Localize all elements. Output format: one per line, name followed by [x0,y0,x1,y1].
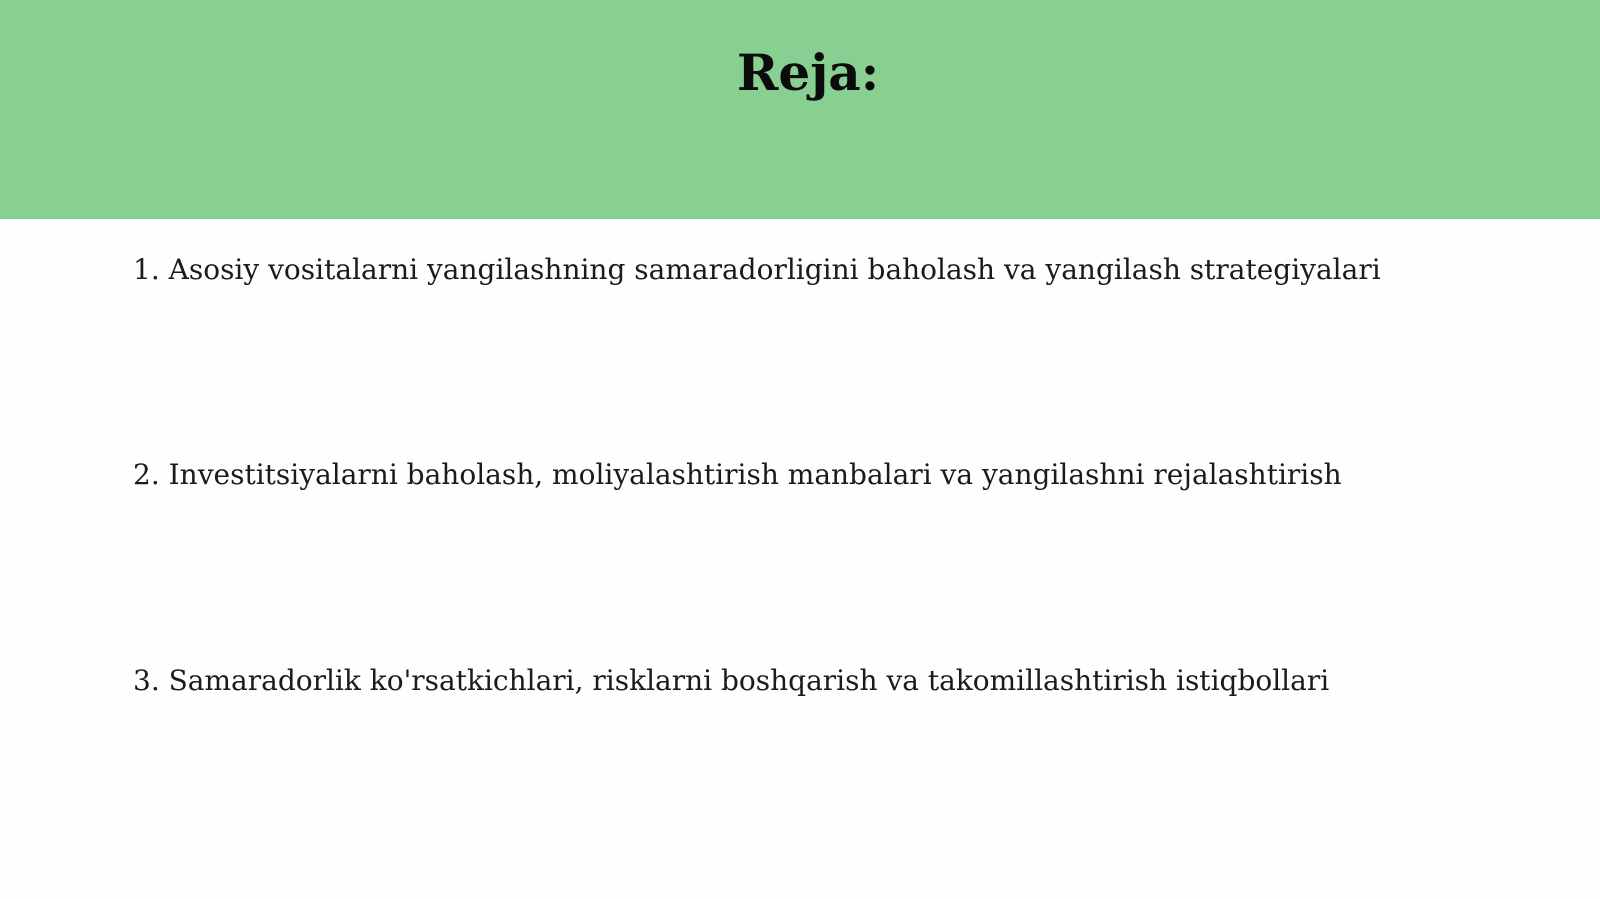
plan-item-3: 3. Samaradorlik ko'rsatkichlari, risklarni boshqarish va takomillashtirish istiqbollari [133,664,1330,697]
plan-item-1: 1. Asosiy vositalarni yangilashning samaradorligini baholash va yangilash strategiyalari [133,253,1381,286]
header-band [0,0,1600,219]
plan-item-2: 2. Investitsiyalarni baholash, moliyalashtirish manbalari va yangilashni rejalashtirish [133,458,1342,491]
slide-title: Reja: [736,43,880,102]
